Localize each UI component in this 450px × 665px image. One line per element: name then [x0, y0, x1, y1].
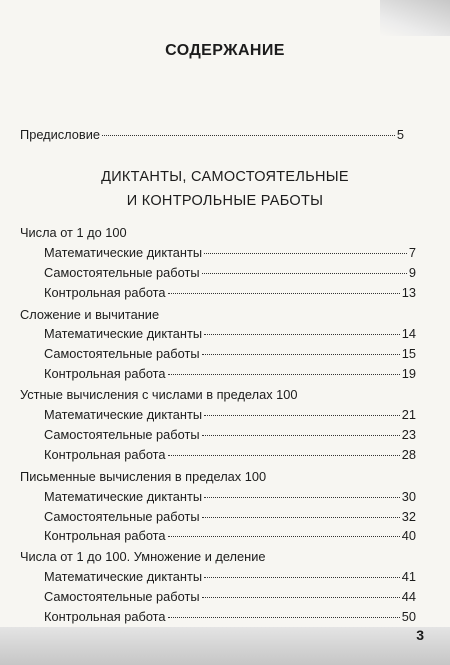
- dot-leader: [202, 517, 400, 518]
- entry-page: 40: [401, 528, 416, 543]
- entry-label: Контрольная работа: [44, 285, 166, 300]
- entry-page: 30: [401, 489, 416, 504]
- entry-label: Математические диктанты: [44, 245, 203, 260]
- toc-entry: [44, 345, 416, 362]
- entry-page: 9: [408, 265, 416, 280]
- entry-page: 13: [401, 285, 416, 300]
- entry-page: 19: [401, 366, 416, 381]
- group-heading: Устные вычисления с числами в пределах 100: [20, 387, 298, 402]
- dot-leader: [168, 293, 400, 294]
- toc-entry: [44, 446, 416, 463]
- group-heading: Письменные вычисления в пределах 100: [20, 469, 267, 484]
- entry-page: 21: [401, 407, 416, 422]
- entry-page: 28: [401, 447, 416, 462]
- entry-label: Предисловие: [20, 127, 100, 142]
- dot-leader: [168, 617, 400, 618]
- dot-leader: [168, 536, 400, 537]
- entry-page: 44: [401, 589, 416, 604]
- group-heading: Числа от 1 до 100. Умножение и деление: [20, 549, 266, 564]
- toc-entry: [44, 527, 416, 544]
- dot-leader: [204, 253, 407, 254]
- dot-leader: [204, 577, 400, 578]
- entry-label: Контрольная работа: [44, 609, 166, 624]
- toc-entry: [44, 244, 416, 261]
- entry-label: Самостоятельные работы: [44, 427, 200, 442]
- entry-page: 15: [401, 346, 416, 361]
- toc-entry: [44, 325, 416, 342]
- dot-leader: [204, 415, 400, 416]
- entry-label: Контрольная работа: [44, 528, 166, 543]
- toc-entry-preface: [20, 126, 404, 143]
- entry-page: 14: [401, 326, 416, 341]
- entry-label: Контрольная работа: [44, 366, 166, 381]
- toc-entry: [44, 426, 416, 443]
- entry-label: Самостоятельные работы: [44, 589, 200, 604]
- group-heading: Сложение и вычитание: [20, 307, 160, 322]
- entry-page: 50: [401, 609, 416, 624]
- toc-title: СОДЕРЖАНИЕ: [165, 42, 285, 59]
- dot-leader: [204, 334, 400, 335]
- toc-entry: [44, 608, 416, 625]
- toc-entry: [44, 365, 416, 382]
- entry-label: Самостоятельные работы: [44, 265, 200, 280]
- entry-page: 5: [396, 127, 404, 142]
- entry-page: 41: [401, 569, 416, 584]
- page-number: 3: [416, 627, 424, 643]
- dot-leader: [202, 273, 407, 274]
- dot-leader: [204, 497, 400, 498]
- toc-entry: [44, 588, 416, 605]
- entry-label: Самостоятельные работы: [44, 509, 200, 524]
- toc-entry: [44, 264, 416, 281]
- toc-entry: [44, 568, 416, 585]
- toc-entry: [44, 488, 416, 505]
- entry-page: 32: [401, 509, 416, 524]
- toc-entry: [44, 406, 416, 423]
- entry-label: Математические диктанты: [44, 489, 203, 504]
- dot-leader: [102, 135, 395, 136]
- dot-leader: [168, 455, 400, 456]
- entry-label: Математические диктанты: [44, 326, 203, 341]
- page-corner-shade: [380, 0, 450, 36]
- toc-entry: [44, 284, 416, 301]
- entry-label: Контрольная работа: [44, 447, 166, 462]
- entry-page: 7: [408, 245, 416, 260]
- dot-leader: [168, 374, 400, 375]
- dot-leader: [202, 354, 400, 355]
- entry-page: 23: [401, 427, 416, 442]
- entry-label: Математические диктанты: [44, 569, 203, 584]
- toc-entry: [44, 508, 416, 525]
- section-title-line2: И КОНТРОЛЬНЫЕ РАБОТЫ: [126, 193, 324, 209]
- entry-label: Самостоятельные работы: [44, 346, 200, 361]
- dot-leader: [202, 597, 400, 598]
- dot-leader: [202, 435, 400, 436]
- entry-label: Математические диктанты: [44, 407, 203, 422]
- section-title-line1: ДИКТАНТЫ, САМОСТОЯТЕЛЬНЫЕ: [101, 169, 349, 185]
- group-heading: Числа от 1 до 100: [20, 225, 127, 240]
- page-bottom-band: [0, 627, 450, 665]
